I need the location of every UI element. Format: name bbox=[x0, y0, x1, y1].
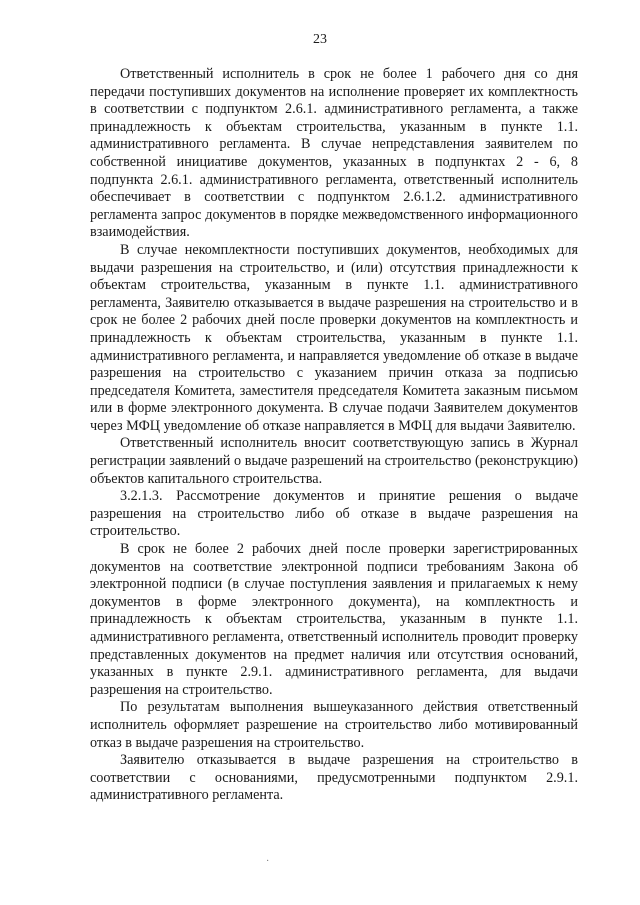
paragraph: Заявителю отказывается в выдаче разрешения на строительство в соответствии с основаниями, предусмотренными подпунктом 2.9.1. административного регламента. bbox=[90, 752, 578, 804]
paragraph: В срок не более 2 рабочих дней после проверки зарегистрированных документов на соответствие электронной подписи требованиям Закона об электронной подписи (в случае поступления заявления и прилагаемых к нему документов в форме электронного документа), на комплектность и принадлежность к объектам строительства, указанным в пункте 1.1. административного регламента, ответственный исполнитель проводит проверку представленных документов на предмет наличия или отсутствия оснований, указанных в пункте 2.9.1. административного регламента, для выдачи разрешения на строительство. bbox=[90, 541, 578, 698]
scan-speck: · bbox=[266, 856, 270, 867]
paragraph: 3.2.1.3. Рассмотрение документов и принятие решения о выдаче разрешения на строительство либо об отказе в выдаче разрешения на строительство. bbox=[90, 488, 578, 540]
page-number: 23 bbox=[313, 32, 327, 47]
paragraph: В случае некомплектности поступивших документов, необходимых для выдачи разрешения на строительство, и (или) отсутствия принадлежности к объектам строительства, указанным в пункте 1.1. административного регламента, Заявителю отказывается в выдаче разрешения на строительство и в срок не более 2 рабочих дней после проверки документов на комплектность и принадлежность к объектам строительства, указанным в пункте 1.1. административного регламента, и направляется уведомление об отказе в выдаче разрешения на строительство с указанием причин отказа за подписью председателя Комитета, заместителя председателя Комитета заказным письмом или в форме электронного документа. В случае подачи Заявителем документов через МФЦ уведомление об отказе направляется в МФЦ для выдачи Заявителю. bbox=[90, 241, 578, 434]
paragraph: Ответственный исполнитель в срок не более 1 рабочего дня со дня передачи поступивших документов на исполнение проверяет их комплектность в соответствии с подпунктом 2.6.1. административного регламента, а также принадлежность к объектам строительства, указанным в пункте 1.1. административного регламента. В случае непредставления заявителем по собственной инициативе документов, указанных в подпунктах 2 - 6, 8 подпункта 2.6.1. административного регламента, ответственный исполнитель обеспечивает в соответствии с подпунктом 2.6.1.2. административного регламента запрос документов в порядке межведомственного информационного взаимодействия. bbox=[90, 66, 578, 241]
document-body bbox=[90, 66, 578, 805]
paragraph: По результатам выполнения вышеуказанного действия ответственный исполнитель оформляет разрешение на строительство либо мотивированный отказ в выдаче разрешения на строительство. bbox=[90, 699, 578, 751]
paragraph: Ответственный исполнитель вносит соответствующую запись в Журнал регистрации заявлений о выдаче разрешений на строительство (реконструкцию) объектов капитального строительства. bbox=[90, 435, 578, 487]
